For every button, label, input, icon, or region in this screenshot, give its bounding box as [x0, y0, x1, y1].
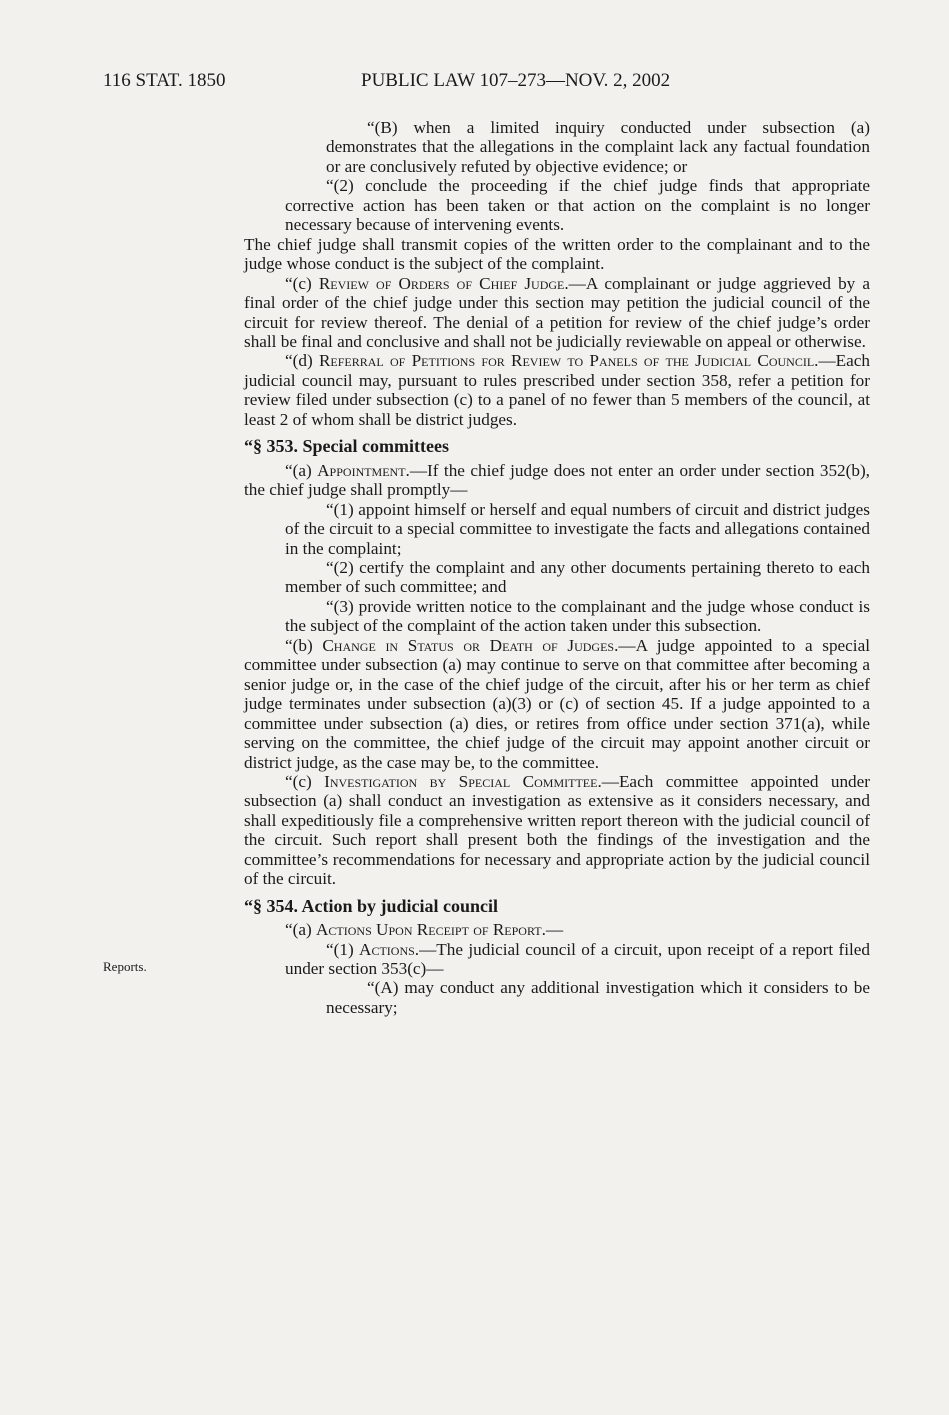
subsection-heading: Referral of Petitions for Review to Panels of the Judicial Council. [318, 351, 819, 371]
subsection-heading: Review of Orders of Chief Judge. [318, 273, 569, 293]
paragraph: “(d) Referral of Petitions for Review to Panels of the Judicial Council.—Each judicial council may, pursuant to rules prescribed under section 358, refer a petition for review filed under subsection (c) to a panel of no fewer than 5 members of the council, at least 2 of whom shall be district judges. [244, 351, 871, 429]
section-heading: “§ 353. Special committees [244, 436, 449, 457]
paragraph: “(a) Actions Upon Receipt of Report.— [285, 920, 564, 940]
subsection-heading: Investigation by Special Committee. [324, 771, 602, 791]
paragraph: The chief judge shall transmit copies of the written order to the complainant and to the judge whose conduct is the subject of the complaint. [244, 234, 870, 274]
paragraph: “(2) certify the complaint and any other documents pertaining thereto to each member of such committee; and [285, 557, 870, 597]
subsection-heading: Appointment. [317, 460, 410, 480]
paragraph: “(3) provide written notice to the complainant and the judge whose conduct is the subject of the complaint of the action taken under this subsection. [285, 596, 870, 636]
subsection-heading: Actions Upon Receipt of Report. [316, 920, 546, 940]
subsection-heading: Actions. [359, 939, 420, 959]
paragraph: “(1) appoint himself or herself and equal numbers of circuit and district judges of the circuit to a special committee to investigate the facts and allegations contained in the complaint; [285, 499, 870, 558]
subsection-heading: Change in Status or Death of Judges. [322, 635, 619, 655]
body-text [244, 118, 870, 1017]
paragraph: “(a) Appointment.—If the chief judge does not enter an order under section 352(b), the chief judge shall promptly— [244, 460, 870, 500]
margin-note: Reports. [103, 959, 147, 974]
running-head: PUBLIC LAW 107–273—NOV. 2, 2002 [361, 70, 671, 91]
paragraph: “(B) when a limited inquiry conducted under subsection (a) demonstrates that the allegations in the complaint lack any factual foundation or are conclusively refuted by objective evidence; or [326, 118, 870, 176]
paragraph: “(1) Actions.—The judicial council of a circuit, upon receipt of a report filed under section 353(c)— [285, 939, 871, 979]
paragraph: “(b) Change in Status or Death of Judges.—A judge appointed to a special committee under subsection (a) may continue to serve on that committee after becoming a senior judge or, in the case of the chief judge of the circuit, after his or her term as chief judge terminates under subsection (a)(3) or (c) of section 45. If a judge appointed to a committee under subsection (a) dies, or retires from office under section 371(a), while serving on the committee, the chief judge of the circuit may appoint another circuit or district judge, as the case may be, to the committee. [244, 635, 870, 772]
paragraph: “(A) may conduct any additional investigation which it considers to be necessary; [326, 978, 870, 1017]
stat-reference: 116 STAT. 1850 [103, 70, 226, 91]
paragraph: “(c) Investigation by Special Committee.—Each committee appointed under subsection (a) shall conduct an investigation as extensive as it considers necessary, and shall expeditiously file a comprehensive written report thereon with the judicial council of the circuit. Such report shall present both the findings of the investigation and the committee’s recommendations for necessary and appropriate action by the judicial council of the circuit. [244, 771, 870, 889]
paragraph: “(2) conclude the proceeding if the chief judge finds that appropriate corrective action has been taken or that action on the complaint is no longer necessary because of intervening events. [285, 176, 870, 235]
section-heading: “§ 354. Action by judicial council [244, 895, 499, 916]
paragraph: “(c) Review of Orders of Chief Judge.—A complainant or judge aggrieved by a final order of the chief judge under this section may petition the judicial council of the circuit for review thereof. The denial of a petition for review of the chief judge’s order shall be final and conclusive and shall not be judicially reviewable on appeal or otherwise. [244, 273, 870, 351]
